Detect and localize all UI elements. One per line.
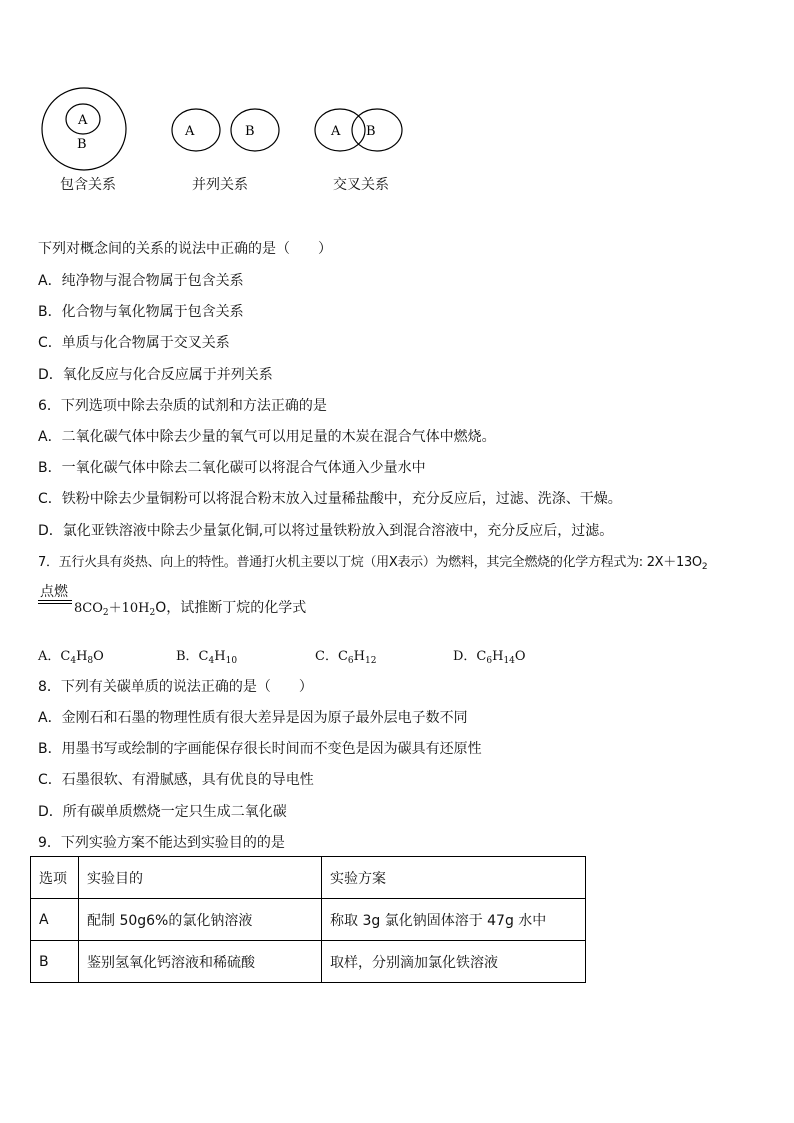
table-row	[31, 899, 586, 941]
q7-option-a	[38, 645, 104, 666]
q8-option-c: C．石墨很软、有滑腻感，具有优良的导电性	[38, 772, 314, 788]
q6-option-d: D．氯化亚铁溶液中除去少量氯化铜,可以将过量铁粉放入到混合溶液中，充分反应后，过滤。	[38, 523, 614, 539]
row-a-plan: 称取 3g 氯化钠固体溶于 47g 水中	[322, 899, 586, 941]
parallel-caption: 并列关系	[192, 177, 248, 193]
q7-product-co2-sub: 2	[102, 608, 109, 618]
q7-d-o: O	[514, 649, 526, 664]
q5-option-a: A．纯净物与混合物属于包含关系	[38, 273, 244, 289]
q6-option-b: B．一氧化碳气体中除去二氧化碳可以将混合气体通入少量水中	[38, 460, 426, 476]
q7-arrow-line-2	[38, 603, 72, 604]
q6-option-c: C．铁粉中除去少量铜粉可以将混合粉末放入过量稀盐酸中，充分反应后，过滤、洗涤、干燥。	[38, 491, 622, 507]
q7-a-sub1: 4	[70, 656, 77, 666]
q7-b-h: H	[214, 649, 226, 664]
experiment-table	[30, 856, 586, 983]
q7-stem-text: 7．五行火具有炎热、向上的特性。普通打火机主要以丁烷（用X表示）为燃料，其完全燃烧的化学方程式为: 2X＋13O	[38, 555, 702, 570]
row-b-purpose: 鉴别氢氧化钙溶液和稀硫酸	[79, 941, 322, 983]
q7-c-sub1: 6	[347, 656, 354, 666]
q7-product-tail: O，试推断丁烷的化学式	[155, 600, 307, 616]
containment-diagram	[42, 88, 126, 170]
row-a-option: A	[31, 899, 79, 941]
q7-d-sub1: 6	[486, 656, 493, 666]
q7-stem	[38, 551, 707, 572]
q7-d-sub2: 14	[503, 656, 515, 666]
q7-a-text: A．C	[38, 649, 71, 664]
q7-condition: 点燃	[40, 584, 68, 600]
q7-product-co2: 8CO	[74, 601, 103, 616]
q8-stem: 8．下列有关碳单质的说法正确的是（ ）	[38, 679, 313, 695]
parallel-a-label: A	[185, 124, 195, 139]
q7-arrow-line-1	[38, 600, 72, 601]
q5-stem: 下列对概念间的关系的说法中正确的是（ ）	[38, 241, 332, 257]
concept-diagrams	[0, 0, 794, 200]
q5-option-d: D．氧化反应与化合反应属于并列关系	[38, 367, 273, 383]
intersect-caption: 交叉关系	[333, 177, 389, 193]
parallel-circle-b	[231, 109, 279, 151]
q7-d-text: D．C	[453, 649, 487, 664]
q7-d-h: H	[492, 649, 504, 664]
containment-b-label: B	[77, 137, 87, 152]
intersect-a-label: A	[331, 124, 341, 139]
outer-circle-b	[42, 88, 126, 170]
row-b-option: B	[31, 941, 79, 983]
q7-a-sub2: 8	[87, 656, 94, 666]
row-b-plan: 取样，分别滴加氯化铁溶液	[322, 941, 586, 983]
row-a-purpose: 配制 50g6%的氯化钠溶液	[79, 899, 322, 941]
intersect-diagram	[315, 109, 402, 151]
q5-option-b: B．化合物与氧化物属于包含关系	[38, 304, 244, 320]
q7-option-d	[453, 645, 526, 666]
q7-c-h: H	[353, 649, 365, 664]
q7-product-h2o-sub: 2	[149, 608, 156, 618]
header-plan: 实验方案	[322, 857, 586, 899]
q8-option-a: A．金刚石和石墨的物理性质有很大差异是因为原子最外层电子数不同	[38, 710, 468, 726]
q7-option-c	[315, 645, 376, 666]
q7-c-text: C．C	[315, 649, 348, 664]
q8-option-d: D．所有碳单质燃烧一定只生成二氧化碳	[38, 804, 287, 820]
header-purpose: 实验目的	[79, 857, 322, 899]
q6-stem: 6．下列选项中除去杂质的试剂和方法正确的是	[38, 398, 327, 414]
containment-a-label: A	[78, 113, 88, 128]
q7-products	[74, 597, 306, 618]
parallel-circle-a	[172, 109, 220, 151]
parallel-b-label: B	[245, 124, 255, 139]
q7-product-h2o: ＋10H	[108, 601, 150, 616]
containment-caption: 包含关系	[60, 177, 116, 193]
q5-option-c: C．单质与化合物属于交叉关系	[38, 335, 230, 351]
q7-option-b	[176, 645, 237, 666]
header-option: 选项	[31, 857, 79, 899]
q9-stem: 9．下列实验方案不能达到实验目的的是	[38, 835, 285, 851]
q7-c-sub2: 12	[364, 656, 377, 666]
table-header-row	[31, 857, 586, 899]
q7-stem-sub: 2	[701, 562, 708, 572]
q8-option-b: B．用墨书写或绘制的字画能保存很长时间而不变色是因为碳具有还原性	[38, 741, 482, 757]
table-row	[31, 941, 586, 983]
q6-option-a: A．二氧化碳气体中除去少量的氧气可以用足量的木炭在混合气体中燃烧。	[38, 429, 496, 445]
q7-b-sub1: 4	[208, 656, 215, 666]
q7-a-h: H	[76, 649, 88, 664]
q7-b-sub2: 10	[225, 656, 238, 666]
q7-a-o: O	[93, 649, 104, 664]
q7-b-text: B．C	[176, 649, 209, 664]
intersect-circle-b	[352, 109, 402, 151]
intersect-b-label: B	[366, 124, 376, 139]
